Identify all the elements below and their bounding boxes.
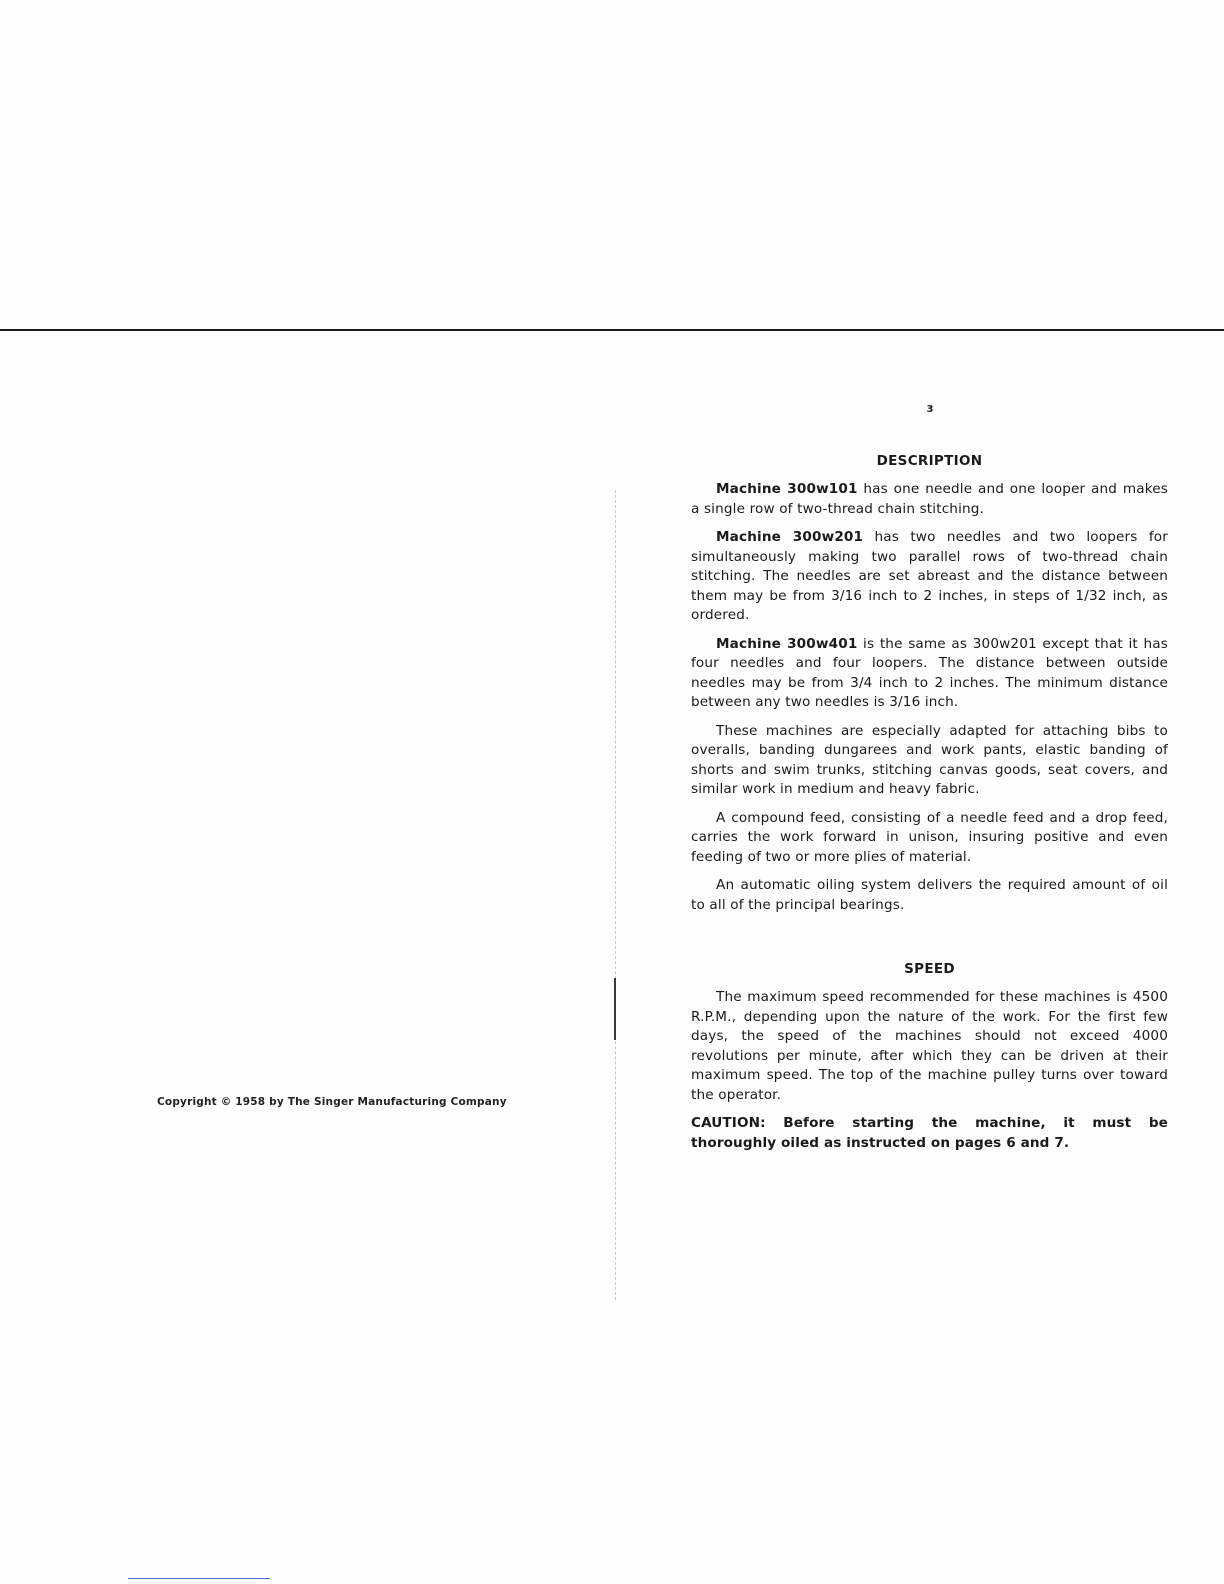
description-paragraph-5: A compound feed, consisting of a needle feed and a drop feed, carries the work forward in unison, insuring positive and even feeding of two or more plies of material.	[691, 809, 1168, 865]
description-paragraph-4: These machines are especially adapted for attaching bibs to overalls, banding dungarees and work pants, elastic banding of shorts and swim trunks, stitching canvas goods, seat covers, and similar work in medium and heavy fabric.	[691, 722, 1168, 797]
machine-300w101-label: Machine 300w101	[716, 481, 858, 497]
description-paragraph-1	[691, 480, 1168, 519]
description-paragraph-6: An automatic oiling system delivers the required amount of oil to all of the principal bearings.	[691, 877, 1168, 913]
description-paragraph-2	[691, 528, 1168, 626]
top-divider-line	[0, 329, 1224, 331]
right-page-content	[691, 453, 1168, 1153]
speed-heading: SPEED	[904, 961, 955, 977]
speed-paragraph: The maximum speed recommended for these machines is 4500 R.P.M., depending upon the nature of the work. For the first few days, the speed of the machines should not exceed 4000 revolutions per minute, after which they can be driven at their maximum speed. The top of the machine pulley turns over toward the operator.	[691, 989, 1168, 1103]
page-fold-line	[615, 490, 617, 1300]
description-heading: DESCRIPTION	[876, 453, 983, 469]
paragraph-text: is the same as 300w201 except that it has four needles and four loopers. The distance between outside needles may be from 3/4 inch to 2 inches. The minimum distance between any two needles is 3/16 inch.	[691, 635, 1168, 710]
machine-300w401-label: Machine 300w401	[716, 635, 858, 652]
bottom-underline	[128, 1578, 270, 1579]
caution-note: CAUTION: Before starting the machine, it must be thoroughly oiled as instructed on pages 6 and 7.	[691, 1115, 1168, 1151]
paragraph-text: has one needle and one looper and makes a single row of two-thread chain stitching.	[691, 481, 1168, 517]
machine-300w201-label: Machine 300w201	[716, 529, 864, 545]
page-number: 3	[926, 404, 934, 415]
page-fold-mark	[614, 978, 616, 1040]
description-paragraph-3	[691, 635, 1168, 713]
copyright-notice: Copyright © 1958 by The Singer Manufacturing Company	[157, 1096, 507, 1108]
paragraph-text: has two needles and two loopers for simultaneously making two parallel rows of two-thread chain stitching. The needles are set abreast and the distance between them may be from 3/16 inch to 2 inches, in steps of 1/32 inch, as ordered.	[691, 529, 1168, 623]
